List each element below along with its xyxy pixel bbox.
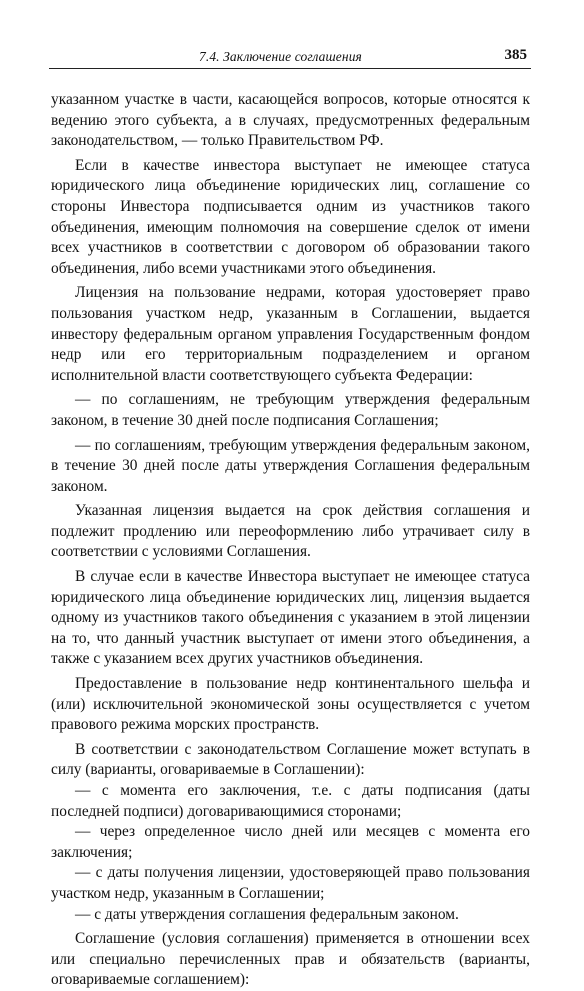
paragraph-license-issuance: Лицензия на пользование недрами, которая удостоверяет право пользования участком недр, указанным в Соглашении, выдается инвестору федеральным органом управления Государственным фондом недр или его территориальным подразделением и органом исполнительной власти соответствующего субъекта Федерации: xyxy=(51,284,530,384)
running-title: 7.4. Заключение соглашения xyxy=(199,49,362,64)
list-item-from-license: — с даты получения лицензии, удостоверяющей право пользования участком недр, указанным в Соглашении; xyxy=(51,864,530,902)
paragraph-application-scope: Соглашение (условия соглашения) применяется в отношении всех или специально перечисленных прав и обязательств (варианты, оговариваемые соглашением): xyxy=(51,930,530,989)
list-item-no-law-approval: — по соглашениям, не требующим утверждения федеральным законом, в течение 30 дней после подписания Соглашения; xyxy=(51,391,530,429)
paragraph-continuation: указанном участке в части, касающейся вопросов, которые относятся к ведению этого субъекта, а в случаях, предусмотренных федеральным законодательством, — только Правительством РФ. xyxy=(51,91,530,150)
list-item-from-conclusion: — с момента его заключения, т.е. с даты подписания (даты последней подписи) договаривающимися сторонами; xyxy=(51,782,530,820)
header-rule xyxy=(49,68,531,69)
paragraph-entry-into-force: В соответствии с законодательством Соглашение может вступать в силу (варианты, оговариваемые в Соглашении): xyxy=(51,740,530,779)
paragraph-license-term: Указанная лицензия выдается на срок действия соглашения и подлежит продлению или переоформлению либо утрачивает силу в соответствии с условиями Соглашения. xyxy=(51,502,530,561)
body-text xyxy=(51,90,530,991)
paragraph-continental-shelf: Предоставление в пользование недр континентального шельфа и (или) исключительной экономической зоны осуществляется с учетом правового режима морских пространств. xyxy=(51,675,530,734)
list-item-law-approval: — по соглашениям, требующим утверждения федеральным законом, в течение 30 дней после даты утверждения Соглашения федеральным законом. xyxy=(51,436,530,495)
list-item-from-law-approval: — с даты утверждения соглашения федеральным законом. xyxy=(75,905,459,923)
list-item-after-period: — через определенное число дней или месяцев с момента его заключения; xyxy=(51,823,530,861)
page-number: 385 xyxy=(504,47,527,63)
paragraph-association-license: В случае если в качестве Инвестора выступает не имеющее статуса юридического лица объединение юридических лиц, лицензия выдается одному из участников такого объединения с указанием в этой лицензии на то, что данный участник выступает от имени этого объединения, а также с указанием всех других участников объединения. xyxy=(51,568,530,668)
paragraph-investor-signature: Если в качестве инвестора выступает не имеющее статуса юридического лица объединение юридических лиц, соглашение со стороны Инвестора подписывается одним из участников такого объединения, имеющим полномочия на совершение сделок от имени всех участников в соответствии с договором об образовании такого объединения, либо всеми участниками этого объединения. xyxy=(51,156,530,277)
running-head xyxy=(49,48,531,68)
